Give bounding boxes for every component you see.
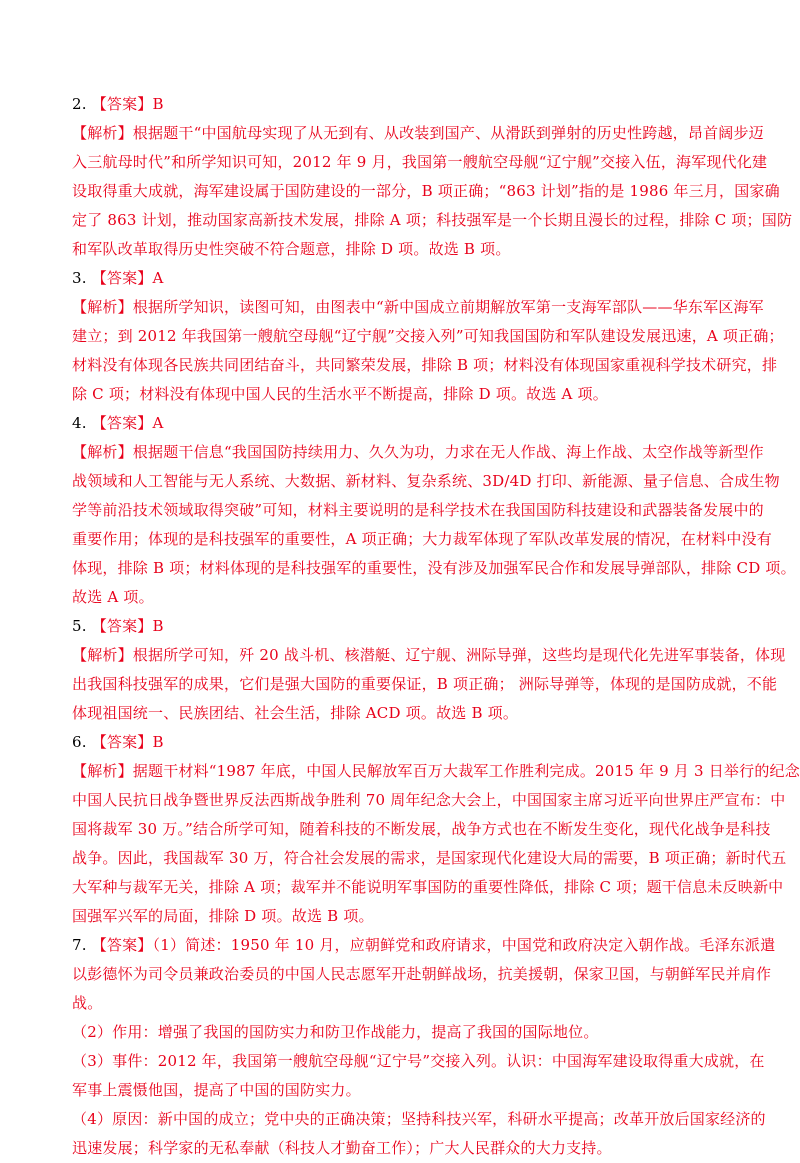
answer-line-q2	[72, 90, 732, 119]
answer-line: 战。	[72, 994, 103, 1012]
analysis-line: 【解析】据题干材料“1987 年底，中国人民解放军百万大裁军工作胜利完成。2015 年 9 月 3 日举行的纪念	[72, 762, 800, 780]
analysis-line: 中国人民抗日战争暨世界反法西斯战争胜利 70 周年纪念大会上，中国国家主席习近平向世界庄严宣布：中	[72, 791, 786, 809]
answer-line-q5	[72, 612, 732, 641]
analysis-line: 国强军兴军的局面，排除 D 项。故选 B 项。	[72, 907, 374, 925]
question-number: 3.	[72, 269, 92, 287]
question-number: 7.	[72, 936, 92, 954]
question-number: 5.	[72, 617, 92, 635]
answer-line-q4	[72, 409, 732, 438]
analysis-line: 国将裁军 30 万。”结合所学可知，随着科技的不断发展，战争方式也在不断发生变化，现代化战争是科技	[72, 820, 771, 838]
answer-tag: 【答案】	[91, 936, 153, 954]
answer-value: A	[152, 269, 164, 287]
analysis-line: 体现，排除 B 项；材料体现的是科技强军的重要性，没有涉及加强军民合作和发展导弹部队，排除 CD 项。	[72, 559, 796, 577]
question-number: 6.	[72, 733, 92, 751]
analysis-line: 【解析】根据所学可知，歼 20 战斗机、核潜艇、辽宁舰、洲际导弹，这些均是现代化先进军事装备，体现	[72, 646, 786, 664]
question-number: 4.	[72, 414, 92, 432]
answer-text: （1）简述：1950 年 10 月，应朝鲜党和政府请求，中国党和政府决定入朝作战。毛泽东派遣	[152, 936, 776, 954]
analysis-line: 出我国科技强军的成果，它们是强大国防的重要保证，B 项正确； 洲际导弹等，体现的是国防成就，不能	[72, 675, 778, 693]
answer-value: B	[152, 617, 164, 635]
question-number: 2.	[72, 95, 92, 113]
analysis-line: 体现祖国统一、民族团结、社会生活，排除 ACD 项。故选 B 项。	[72, 704, 519, 722]
analysis-line: 【解析】根据所学知识，读图可知，由图表中“新中国成立前期解放军第一支海军部队——华东军区海军	[72, 298, 764, 316]
answer-value: B	[152, 733, 164, 751]
answer-tag: 【答案】	[91, 414, 153, 432]
answer-tag: 【答案】	[91, 269, 153, 287]
answer-line: （2）作用：增强了我国的国防实力和防卫作战能力，提高了我国的国际地位。	[72, 1023, 599, 1041]
answer-tag: 【答案】	[91, 95, 153, 113]
answer-line: （4）原因：新中国的成立；党中央的正确决策；坚持科技兴军，科研水平提高；改革开放后国家经济的	[72, 1110, 766, 1128]
analysis-line: 定了 863 计划，推动国家高新技术发展，排除 A 项；科技强军是一个长期且漫长的过程，排除 C 项；国防	[72, 211, 793, 229]
analysis-line: 【解析】根据题干信息“我国国防持续用力、久久为功，力求在无人作战、海上作战、太空作战等新型作	[72, 443, 764, 461]
analysis-line: 故选 A 项。	[72, 588, 154, 606]
answer-tag: 【答案】	[91, 733, 153, 751]
analysis-line: 【解析】根据题干“中国航母实现了从无到有、从改装到国产、从滑跃到弹射的历史性跨越，昂首阔步迈	[72, 124, 764, 142]
analysis-line: 大军种与裁军无关，排除 A 项；裁军并不能说明军事国防的重要性降低，排除 C 项；题干信息未反映新中	[72, 878, 784, 896]
answer-line-q3	[72, 264, 732, 293]
analysis-line: 战争。因此，我国裁军 30 万，符合社会发展的需求，是国家现代化建设大局的需要，B 项正确；新时代五	[72, 849, 787, 867]
answer-line: 迅速发展；科学家的无私奉献（科技人才勤奋工作）；广大人民群众的大力支持。	[72, 1139, 612, 1157]
analysis-line: 建立；到 2012 年我国第一艘航空母舰“辽宁舰”交接入列”可知我国国防和军队建设发展迅速，A 项正确；	[72, 327, 784, 345]
analysis-line: 入三航母时代”和所学知识可知，2012 年 9 月，我国第一艘航空母舰“辽宁舰”交接入伍，海军现代化建	[72, 153, 768, 171]
answer-value: A	[152, 414, 164, 432]
answer-line-q6	[72, 728, 732, 757]
answer-line: （3）事件：2012 年，我国第一艘航空母舰“辽宁号”交接入列。认识：中国海军建设取得重大成就，在	[72, 1052, 765, 1070]
answer-line-q7	[72, 931, 776, 960]
answer-value: B	[152, 95, 164, 113]
analysis-line: 和军队改革取得历史性突破不符合题意，排除 D 项。故选 B 项。	[72, 240, 511, 258]
answer-line: 以彭德怀为司令员兼政治委员的中国人民志愿军开赴朝鲜战场，抗美援朝，保家卫国，与朝鲜军民并肩作	[72, 965, 772, 983]
answer-page	[72, 90, 800, 1163]
answer-line: 军事上震慑他国，提高了中国的国防实力。	[72, 1081, 361, 1099]
analysis-line: 除 C 项；材料没有体现中国人民的生活水平不断提高，排除 D 项。故选 A 项。	[72, 385, 608, 403]
analysis-line: 战领域和人工智能与无人系统、大数据、新材料、复杂系统、3D/4D 打印、新能源、量子信息、合成生物	[72, 472, 780, 490]
analysis-line: 材料没有体现各民族共同团结奋斗，共同繁荣发展，排除 B 项；材料没有体现国家重视科学技术研究，排	[72, 356, 778, 374]
analysis-line: 设取得重大成就，海军建设属于国防建设的一部分，B 项正确；“863 计划”指的是 1986 年三月，国家确	[72, 182, 780, 200]
answer-tag: 【答案】	[91, 617, 153, 635]
analysis-line: 重要作用；体现的是科技强军的重要性，A 项正确；大力裁军体现了军队改革发展的情况，在材料中没有	[72, 530, 773, 548]
analysis-line: 学等前沿技术领域取得突破”可知，材料主要说明的是科学技术在我国国防科技建设和武器装备发展中的	[72, 501, 764, 519]
